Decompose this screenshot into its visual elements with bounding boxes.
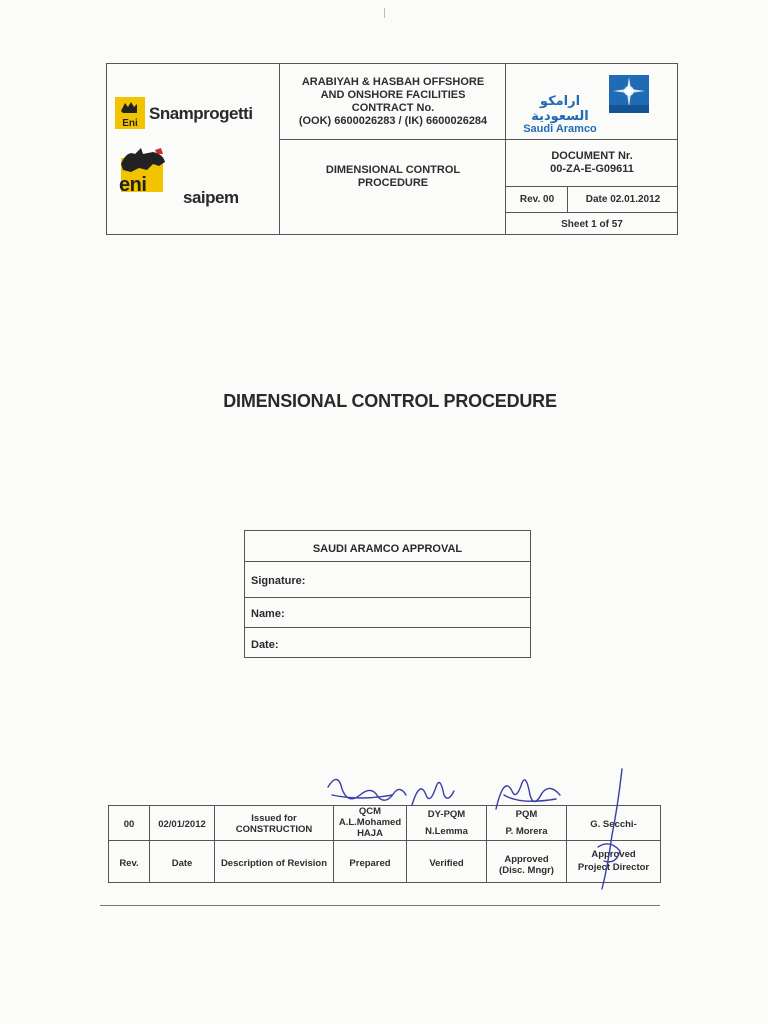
- director-signature-stroke: [602, 769, 622, 889]
- aramco-star-icon: [609, 75, 649, 113]
- header-doc-title: [283, 164, 503, 190]
- aramco-arabic-name: ارامكو السعودية: [531, 94, 589, 124]
- document-number: 00-ZA-E-G09611: [550, 163, 634, 175]
- approval-divider: [245, 561, 530, 562]
- document-number-block: [507, 150, 677, 176]
- project-title: [283, 76, 503, 128]
- name-label: Name:: [251, 608, 285, 620]
- column-header-date: Date: [171, 858, 193, 869]
- sheet-count: Sheet 1 of 57: [561, 219, 623, 230]
- project-line: AND ONSHORE FACILITIES: [320, 89, 466, 101]
- footer-rule: [100, 905, 660, 906]
- header-divider: [279, 64, 280, 234]
- header-divider: [279, 139, 677, 140]
- header-divider: [567, 186, 568, 212]
- saipem-name: saipem: [183, 188, 239, 207]
- director-header-line: Approved: [591, 849, 636, 860]
- prepared-signature-stroke: [332, 795, 392, 798]
- approved-header-line: (Disc. Mngr): [499, 865, 554, 876]
- verified-signature-stroke: [412, 783, 454, 806]
- header-divider: [505, 186, 677, 187]
- page-title: DIMENSIONAL CONTROL PROCEDURE: [223, 391, 557, 411]
- approved-header-line: Approved: [504, 854, 549, 865]
- prepared-name: HAJA: [357, 828, 383, 839]
- document-date: Date 02.01.2012: [585, 194, 661, 205]
- approval-title: SAUDI ARAMCO APPROVAL: [312, 543, 463, 555]
- column-header-prepared: Prepared: [349, 858, 391, 869]
- project-director-name: G. Secchi-: [590, 819, 637, 830]
- approved-signature-stroke: [496, 780, 560, 809]
- project-line: ARABIYAH & HASBAH OFFSHORE: [301, 76, 485, 88]
- document-header-table: [106, 63, 678, 235]
- revision-column-divider: [149, 806, 150, 882]
- document-label: DOCUMENT Nr.: [551, 150, 633, 162]
- column-header-verified: Verified: [429, 858, 464, 869]
- description-line: CONSTRUCTION: [235, 824, 313, 835]
- snamprogetti-name: Snamprogetti: [149, 104, 253, 123]
- column-header-description: Description of Revision: [220, 858, 328, 869]
- director-header-line: Project Director: [577, 862, 650, 873]
- description-line: Issued for: [251, 813, 297, 824]
- handwritten-signatures: [320, 765, 660, 895]
- approved-role: PQM: [515, 809, 538, 820]
- prepared-name: A.L.Mohamed: [338, 817, 402, 828]
- saudi-aramco-logo: [515, 94, 605, 135]
- contract-numbers: (OOK) 6600026283 / (IK) 6600026284: [298, 115, 488, 127]
- prepared-role: QCM: [358, 806, 382, 817]
- revision-description: [215, 813, 333, 835]
- aramco-english-name: Saudi Aramco: [523, 123, 597, 135]
- date-label: Date:: [251, 639, 279, 651]
- signature-label: Signature:: [251, 575, 306, 587]
- column-header-rev: Rev.: [119, 858, 139, 869]
- eni-wordmark: eni: [119, 174, 147, 196]
- approval-divider: [245, 597, 530, 598]
- approval-divider: [245, 627, 530, 628]
- approved-name: P. Morera: [505, 826, 548, 837]
- doc-title-line: DIMENSIONAL CONTROL: [325, 164, 461, 176]
- verified-name: N.Lemma: [425, 826, 468, 837]
- verified-role: DY-PQM: [427, 809, 466, 820]
- saudi-aramco-approval-box: [244, 530, 531, 658]
- revision-date: 02/01/2012: [158, 819, 206, 830]
- header-divider: [505, 212, 677, 213]
- header-divider: [505, 64, 506, 234]
- scan-mark: [384, 8, 385, 18]
- revision-label: Rev. 00: [519, 194, 555, 205]
- revision-number: 00: [123, 819, 135, 830]
- svg-text:Eni: Eni: [122, 118, 138, 129]
- snamprogetti-logo-icon: [115, 97, 145, 129]
- doc-title-line: PROCEDURE: [357, 177, 429, 189]
- project-line: CONTRACT No.: [351, 102, 435, 114]
